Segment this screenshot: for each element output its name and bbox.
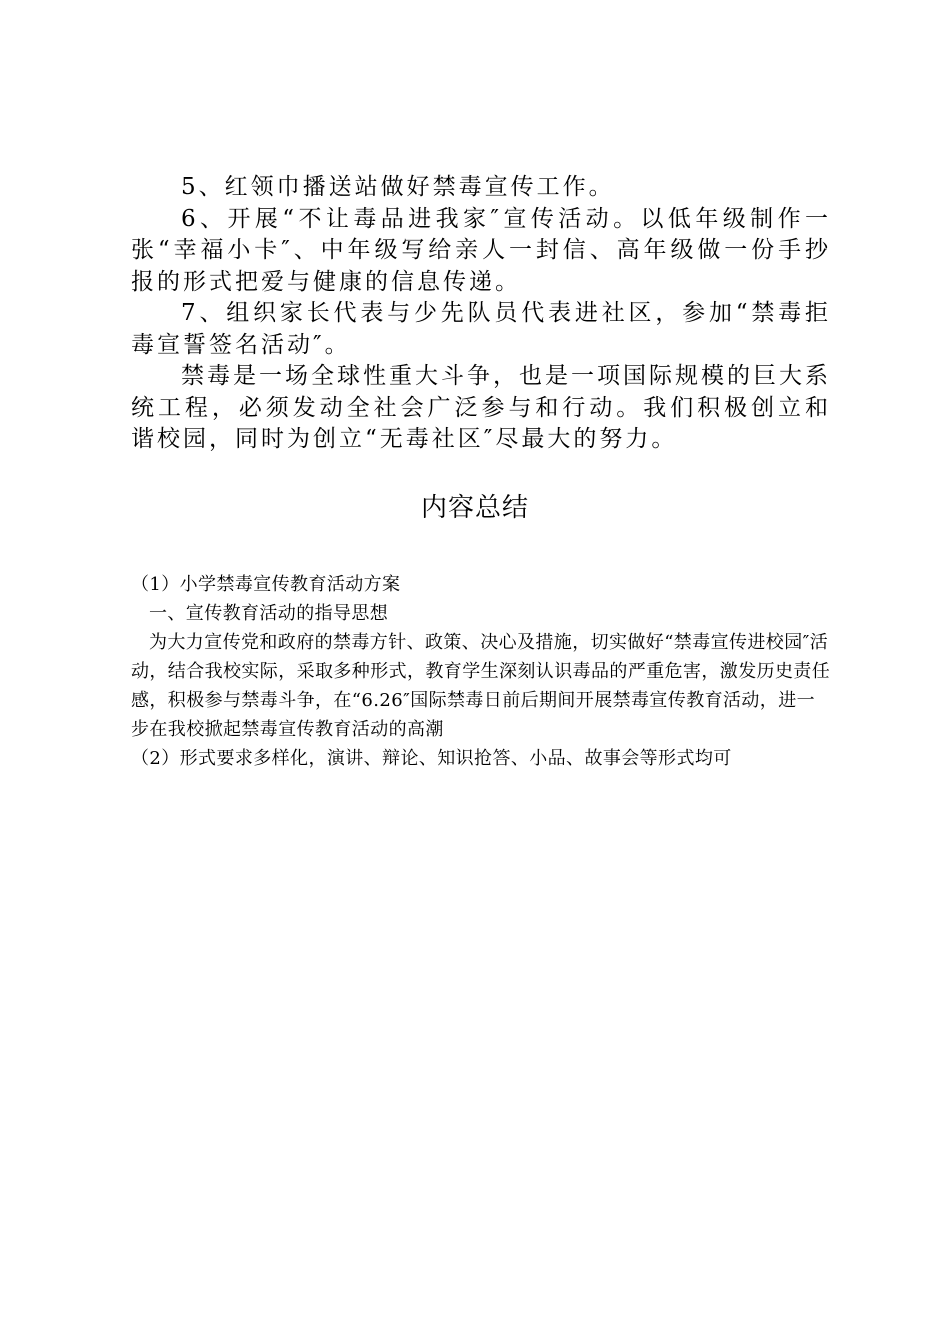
activity-item-7: 7、组织家长代表与少先队员代表进社区，参加“禁毒拒毒宣誓签名活动″。 (131, 300, 831, 358)
activity-item-5: 5、红领巾播送站做好禁毒宣传工作。 (181, 174, 615, 200)
summary-subheading: 一、宣传教育活动的指导思想 (149, 603, 389, 624)
summary-body: 为大力宣传党和政府的禁毒方针、政策、决心及措施，切实做好“禁毒宣传进校园″活动，结合我校实际，采取多种形式，教育学生深刻认识毒品的严重危害，激发历史责任感，积极参与禁毒斗争，在“6.26″国际禁毒日前后期间开展禁毒宣传教育活动，进一步在我校掀起禁毒宣传教育活动的高潮 (131, 632, 831, 740)
activity-item-6: 6、开展“不让毒品进我家″宣传活动。以低年级制作一张“幸福小卡″、中年级写给亲人一封信、高年级做一份手抄报的形式把爱与健康的信息传递。 (131, 205, 831, 295)
closing-paragraph: 禁毒是一场全球性重大斗争，也是一项国际规模的巨大系统工程，必须发动全社会广泛参与和行动。我们积极创立和谐校园，同时为创立“无毒社区″尽最大的努力。 (131, 363, 831, 452)
summary-title: 内容总结 (420, 493, 529, 523)
summary-heading: （1）小学禁毒宣传教育活动方案 (131, 574, 401, 595)
activity-list (131, 172, 831, 456)
summary-section (131, 570, 831, 773)
summary-format-line: （2）形式要求多样化，演讲、辩论、知识抢答、小品、故事会等形式均可 (131, 748, 732, 769)
